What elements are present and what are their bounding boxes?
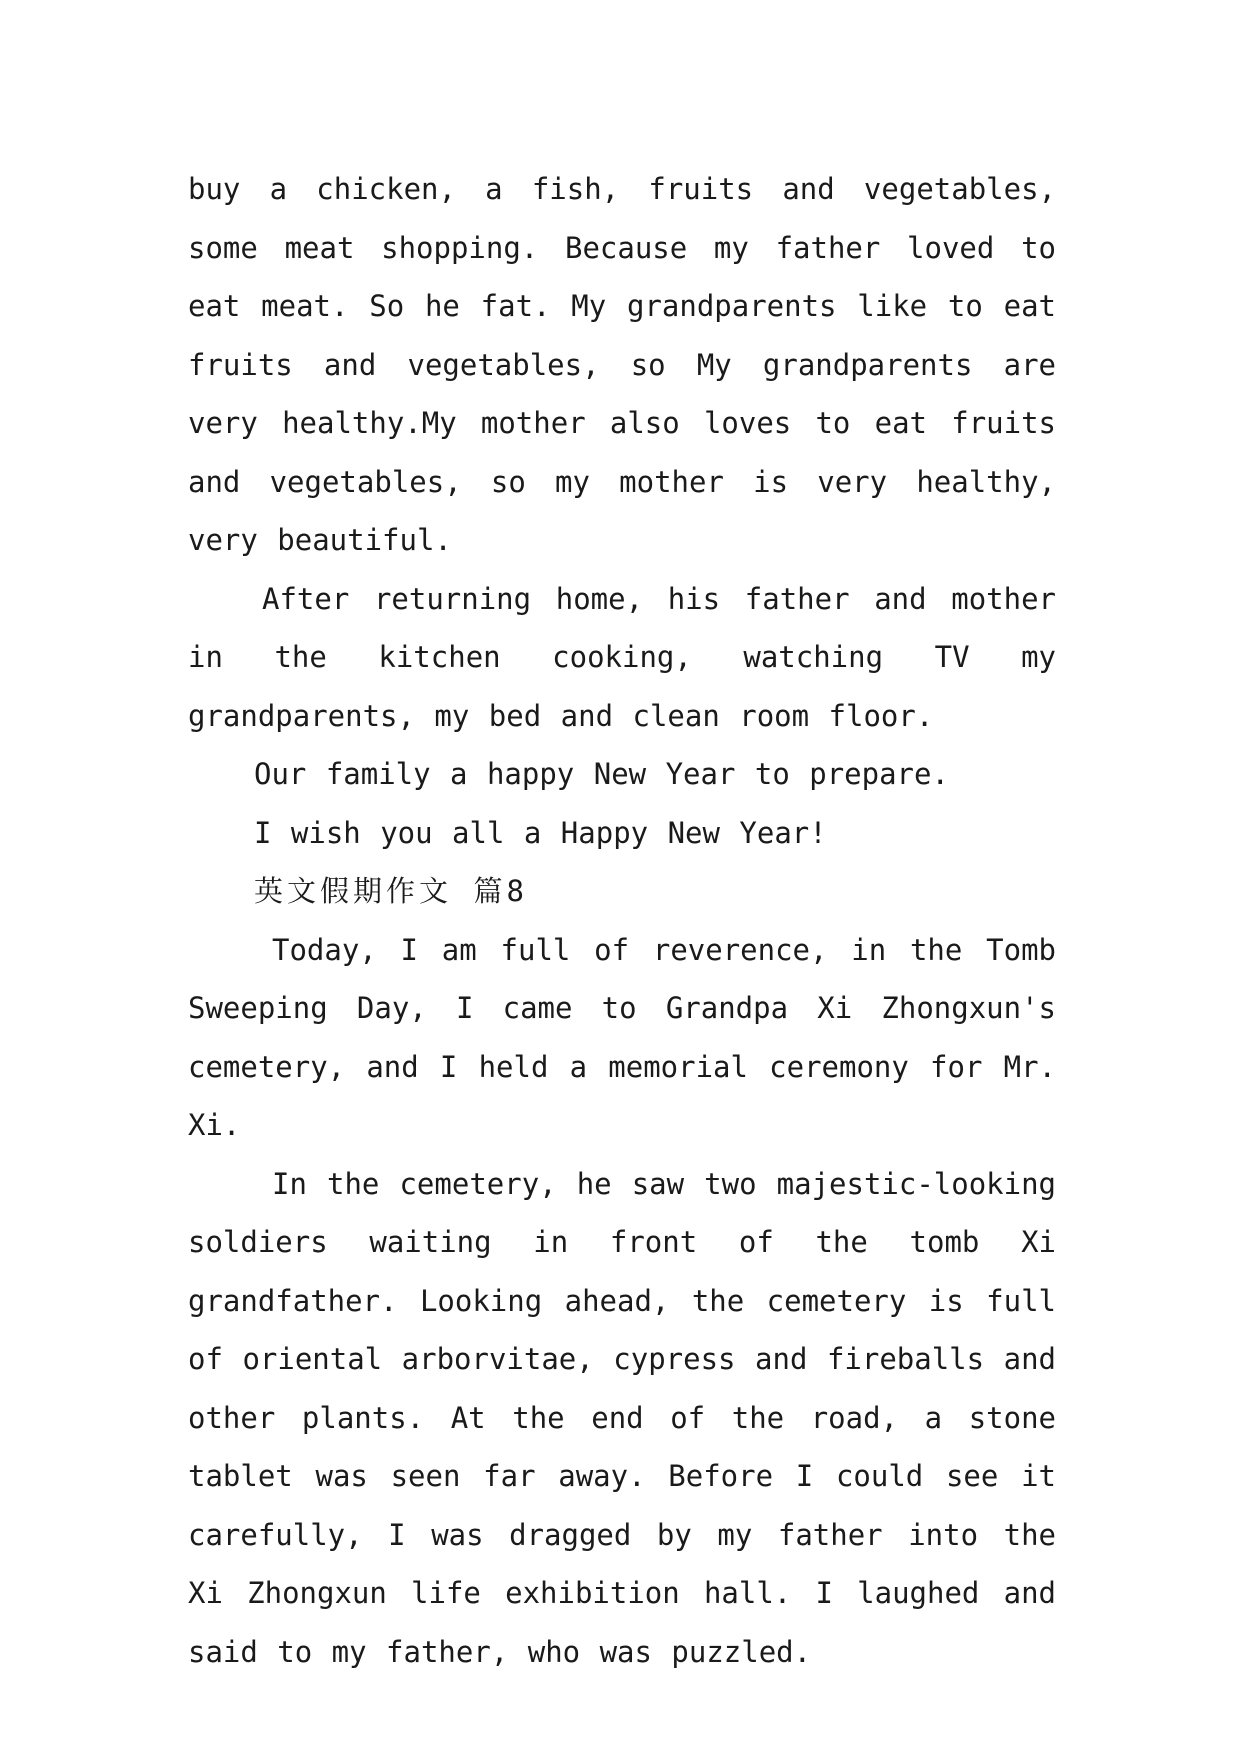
paragraph-returning-home: After returning home, his father and mother in the kitchen cooking, watching TV my grandparents, my bed and clean room floor. [188,581,1056,733]
section-heading: 英文假期作文 篇8 [254,874,528,908]
paragraph-shopping: buy a chicken, a fish, fruits and vegetables, some meat shopping. Because my father loved to eat meat. So he fat. My grandparents like to eat fruits and vegetables, so My grandparents are very healthy.My mother also loves to eat fruits and vegetables, so my mother is very healthy, very beautiful. [188,172,1056,557]
paragraph-prepare: Our family a happy New Year to prepare. [254,757,949,791]
paragraph-wish: I wish you all a Happy New Year! [254,815,827,850]
paragraph-tomb-sweeping: Today, I am full of reverence, in the Tomb Sweeping Day, I came to Grandpa Xi Zhongxun's cemetery, and I held a memorial ceremony for Mr. Xi. [188,932,1056,1142]
body-text [188,160,1056,1681]
paragraph-cemetery: In the cemetery, he saw two majestic-looking soldiers waiting in front of the tomb Xi grandfather. Looking ahead, the cemetery is full of oriental arborvitae, cypress and fireballs and other plants. At the end of the road, a stone tablet was seen far away. Before I could see it carefully, I was dragged by my father into the Xi Zhongxun life exhibition hall. I laughed and said to my father, who was puzzled. [188,1166,1056,1669]
